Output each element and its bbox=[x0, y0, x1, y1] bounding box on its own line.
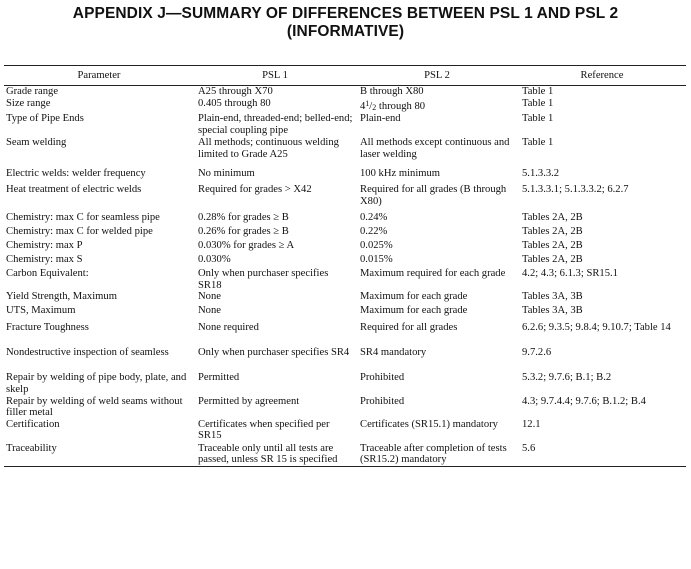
cell-psl2: Plain-end bbox=[360, 113, 401, 125]
cell-parameter: Chemistry: max S bbox=[6, 254, 83, 266]
cell-psl2: $4^1/2$ through 80 bbox=[360, 98, 426, 112]
table-row bbox=[4, 98, 686, 114]
cell-psl1: A25 through X70 bbox=[198, 86, 273, 97]
cell-reference: Tables 2A, 2B bbox=[522, 212, 583, 224]
cell-psl2: 0.22% bbox=[360, 226, 388, 238]
cell-psl1: None bbox=[198, 305, 221, 317]
cell-psl1: None required bbox=[198, 322, 259, 334]
cell-psl1: Certificates when specified per SR15 bbox=[198, 418, 330, 442]
cell-parameter: Grade range bbox=[6, 86, 59, 97]
cell-psl1: 0.030% for grades ≥ A bbox=[198, 240, 295, 252]
cell-reference: Table 1 bbox=[522, 113, 554, 125]
cell-psl1: Plain-end, threaded-end; belled-end; special coupling pipe bbox=[198, 113, 353, 136]
table-row bbox=[4, 305, 686, 322]
cell-psl1: 0.26% for grades ≥ B bbox=[198, 226, 289, 238]
cell-reference: Tables 2A, 2B bbox=[522, 226, 583, 238]
cell-psl1: Only when purchaser specifies SR4 bbox=[198, 347, 350, 359]
table-header-row bbox=[4, 66, 686, 86]
cell-reference: Tables 2A, 2B bbox=[522, 254, 583, 266]
appendix-subtitle: (INFORMATIVE) bbox=[286, 23, 405, 40]
table-row bbox=[4, 443, 686, 467]
table-row bbox=[4, 268, 686, 291]
cell-psl2: Required for all grades (B through X80) bbox=[360, 184, 507, 207]
cell-reference: 4.3; 9.7.4.4; 9.7.6; B.1.2; B.4 bbox=[522, 395, 646, 407]
header-reference: Reference bbox=[518, 66, 686, 86]
cell-psl2: Prohibited bbox=[360, 395, 405, 407]
cell-psl1: Only when purchaser specifies SR18 bbox=[198, 268, 329, 291]
cell-reference: Table 1 bbox=[522, 86, 554, 97]
cell-reference: 5.1.3.3.1; 5.1.3.3.2; 6.2.7 bbox=[522, 184, 629, 196]
table-row bbox=[4, 113, 686, 137]
cell-psl1: Traceable only until all tests are passed, unless SR 15 is specified bbox=[194, 443, 356, 467]
cell-psl2: 0.24% bbox=[360, 212, 388, 224]
psl-differences-table bbox=[4, 65, 686, 467]
cell-reference: Table 1 bbox=[522, 97, 554, 109]
cell-reference: Table 1 bbox=[522, 137, 554, 149]
table-row bbox=[4, 226, 686, 240]
cell-psl2: 0.015% bbox=[360, 254, 393, 266]
cell-psl2: Certificates (SR15.1) mandatory bbox=[360, 418, 498, 430]
cell-psl1: Required for grades > X42 bbox=[198, 184, 312, 196]
cell-parameter: Yield Strength, Maximum bbox=[6, 291, 117, 303]
table-row bbox=[4, 372, 686, 395]
header-psl2: PSL 2 bbox=[356, 66, 518, 86]
cell-psl2: Prohibited bbox=[360, 372, 405, 384]
table-row bbox=[4, 291, 686, 305]
table-row bbox=[4, 86, 686, 98]
cell-parameter: Chemistry: max C for welded pipe bbox=[6, 226, 153, 238]
cell-parameter: UTS, Maximum bbox=[6, 305, 76, 317]
header-parameter: Parameter bbox=[4, 66, 194, 86]
cell-parameter: Carbon Equivalent: bbox=[6, 268, 89, 280]
cell-reference: 5.6 bbox=[518, 443, 686, 467]
cell-psl1: All methods; continuous welding limited to Grade A25 bbox=[198, 137, 339, 160]
cell-parameter: Type of Pipe Ends bbox=[6, 113, 84, 125]
cell-psl1: Permitted bbox=[198, 372, 240, 384]
cell-psl2: SR4 mandatory bbox=[360, 347, 427, 359]
table-row bbox=[4, 137, 686, 168]
cell-psl1: None bbox=[198, 291, 221, 303]
header-psl1: PSL 1 bbox=[194, 66, 356, 86]
table-row bbox=[4, 168, 686, 184]
cell-psl2: Maximum required for each grade bbox=[360, 268, 506, 280]
table-row bbox=[4, 240, 686, 254]
cell-reference: 9.7.2.6 bbox=[522, 347, 552, 359]
cell-psl2: 0.025% bbox=[360, 240, 393, 252]
cell-parameter: Fracture Toughness bbox=[6, 322, 89, 334]
cell-parameter: Traceability bbox=[4, 443, 194, 467]
table-row bbox=[4, 396, 686, 419]
cell-reference: 4.2; 4.3; 6.1.3; SR15.1 bbox=[522, 268, 618, 280]
cell-parameter: Certification bbox=[6, 418, 60, 430]
cell-psl1: 0.030% bbox=[198, 254, 231, 266]
cell-parameter: Size range bbox=[6, 97, 51, 109]
table-body bbox=[4, 86, 686, 467]
cell-parameter: Repair by welding of pipe body, plate, and skelp bbox=[6, 372, 187, 395]
cell-parameter: Electric welds: welder frequency bbox=[6, 168, 146, 180]
table-row bbox=[4, 254, 686, 268]
cell-parameter: Repair by welding of weld seams without filler metal bbox=[6, 395, 183, 419]
cell-psl1: 0.405 through 80 bbox=[198, 97, 271, 109]
cell-reference: Tables 2A, 2B bbox=[522, 240, 583, 252]
table-row bbox=[4, 322, 686, 347]
cell-psl2: All methods except continuous and laser welding bbox=[360, 137, 510, 160]
cell-parameter: Chemistry: max C for seamless pipe bbox=[6, 212, 160, 224]
cell-parameter: Nondestructive inspection of seamless bbox=[6, 347, 169, 359]
cell-reference: 5.3.2; 9.7.6; B.1; B.2 bbox=[522, 372, 612, 384]
cell-reference: 12.1 bbox=[522, 418, 541, 430]
cell-reference: 6.2.6; 9.3.5; 9.8.4; 9.10.7; Table 14 bbox=[522, 322, 671, 334]
cell-psl2: Traceable after completion of tests (SR15.2) mandatory bbox=[356, 443, 518, 467]
cell-psl1: No minimum bbox=[198, 168, 255, 180]
cell-reference: Tables 3A, 3B bbox=[522, 305, 583, 317]
cell-psl2: Required for all grades bbox=[360, 322, 458, 334]
table-row bbox=[4, 212, 686, 226]
cell-psl2: Maximum for each grade bbox=[360, 305, 468, 317]
cell-psl1: Permitted by agreement bbox=[198, 395, 300, 407]
cell-psl2: Maximum for each grade bbox=[360, 291, 468, 303]
cell-parameter: Seam welding bbox=[6, 137, 67, 149]
cell-psl1: 0.28% for grades ≥ B bbox=[198, 212, 289, 224]
cell-parameter: Chemistry: max P bbox=[6, 240, 83, 252]
table-row bbox=[4, 347, 686, 372]
cell-parameter: Heat treatment of electric welds bbox=[6, 184, 142, 196]
cell-psl2: 100 kHz minimum bbox=[360, 168, 441, 180]
cell-reference: Tables 3A, 3B bbox=[522, 291, 583, 303]
table-row bbox=[4, 419, 686, 443]
appendix-title: APPENDIX J—SUMMARY OF DIFFERENCES BETWEEN PSL 1 AND PSL 2 bbox=[72, 5, 619, 22]
cell-reference: 5.1.3.3.2 bbox=[522, 168, 560, 180]
table-row bbox=[4, 184, 686, 212]
cell-psl2: B through X80 bbox=[360, 86, 424, 97]
